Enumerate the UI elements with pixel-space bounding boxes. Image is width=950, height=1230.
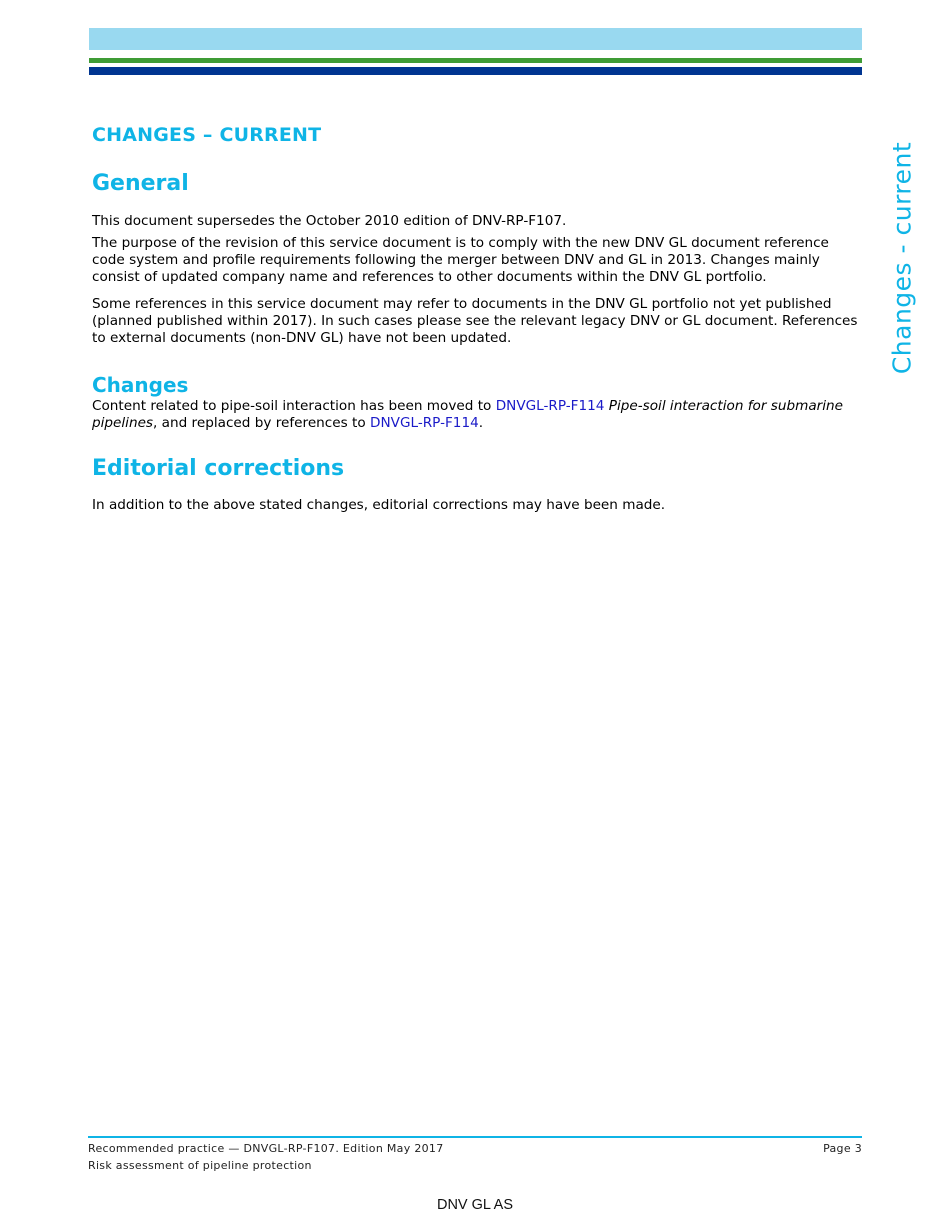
side-section-tab: Changes - current	[887, 141, 917, 375]
changes-text-before: Content related to pipe-soil interaction has been moved to	[92, 398, 496, 414]
changes-paragraph	[92, 398, 860, 432]
general-paragraph-3: Some references in this service document may refer to documents in the DNV GL portfolio not yet published (planned published within 2017). In such cases please see the relevant legacy DNV or GL document. References to external documents (non-DNV GL) have not been updated.	[92, 296, 858, 346]
editorial-paragraph: In addition to the above stated changes, editorial corrections may have been made.	[92, 497, 666, 513]
footer-company-name: DNV GL AS	[436, 1197, 514, 1213]
changes-text-middle: , and replaced by references to	[153, 415, 371, 431]
footer-page-number: Page 3	[823, 1142, 862, 1155]
referenced-document-title: Pipe-soil interaction for submarine pipelines	[92, 398, 844, 431]
changes-text-after: .	[478, 415, 484, 431]
heading-changes: Changes	[92, 373, 189, 397]
heading-editorial-corrections: Editorial corrections	[92, 456, 345, 481]
header-band-light	[89, 28, 862, 50]
header-band-green	[89, 58, 862, 63]
footer-divider	[88, 1136, 862, 1138]
heading-general: General	[92, 171, 189, 196]
link-dnvgl-rp-f114[interactable]: DNVGL-RP-F114	[495, 398, 605, 414]
header-band-navy	[89, 67, 862, 75]
footer-document-title: Recommended practice — DNVGL-RP-F107. Edition May 2017	[88, 1142, 444, 1155]
footer-document-subtitle: Risk assessment of pipeline protection	[88, 1159, 312, 1172]
page-title: CHANGES – CURRENT	[92, 124, 322, 146]
general-paragraph-1: This document supersedes the October 2010 edition of DNV-RP-F107.	[92, 213, 567, 229]
general-paragraph-2: The purpose of the revision of this service document is to comply with the new DNV GL document reference code system and profile requirements following the merger between DNV and GL in 2013. Changes mainly consist of updated company name and references to other documents within the DNV GL portfolio.	[92, 235, 829, 285]
link-dnvgl-rp-f114-second[interactable]: DNVGL-RP-F114	[370, 415, 479, 431]
